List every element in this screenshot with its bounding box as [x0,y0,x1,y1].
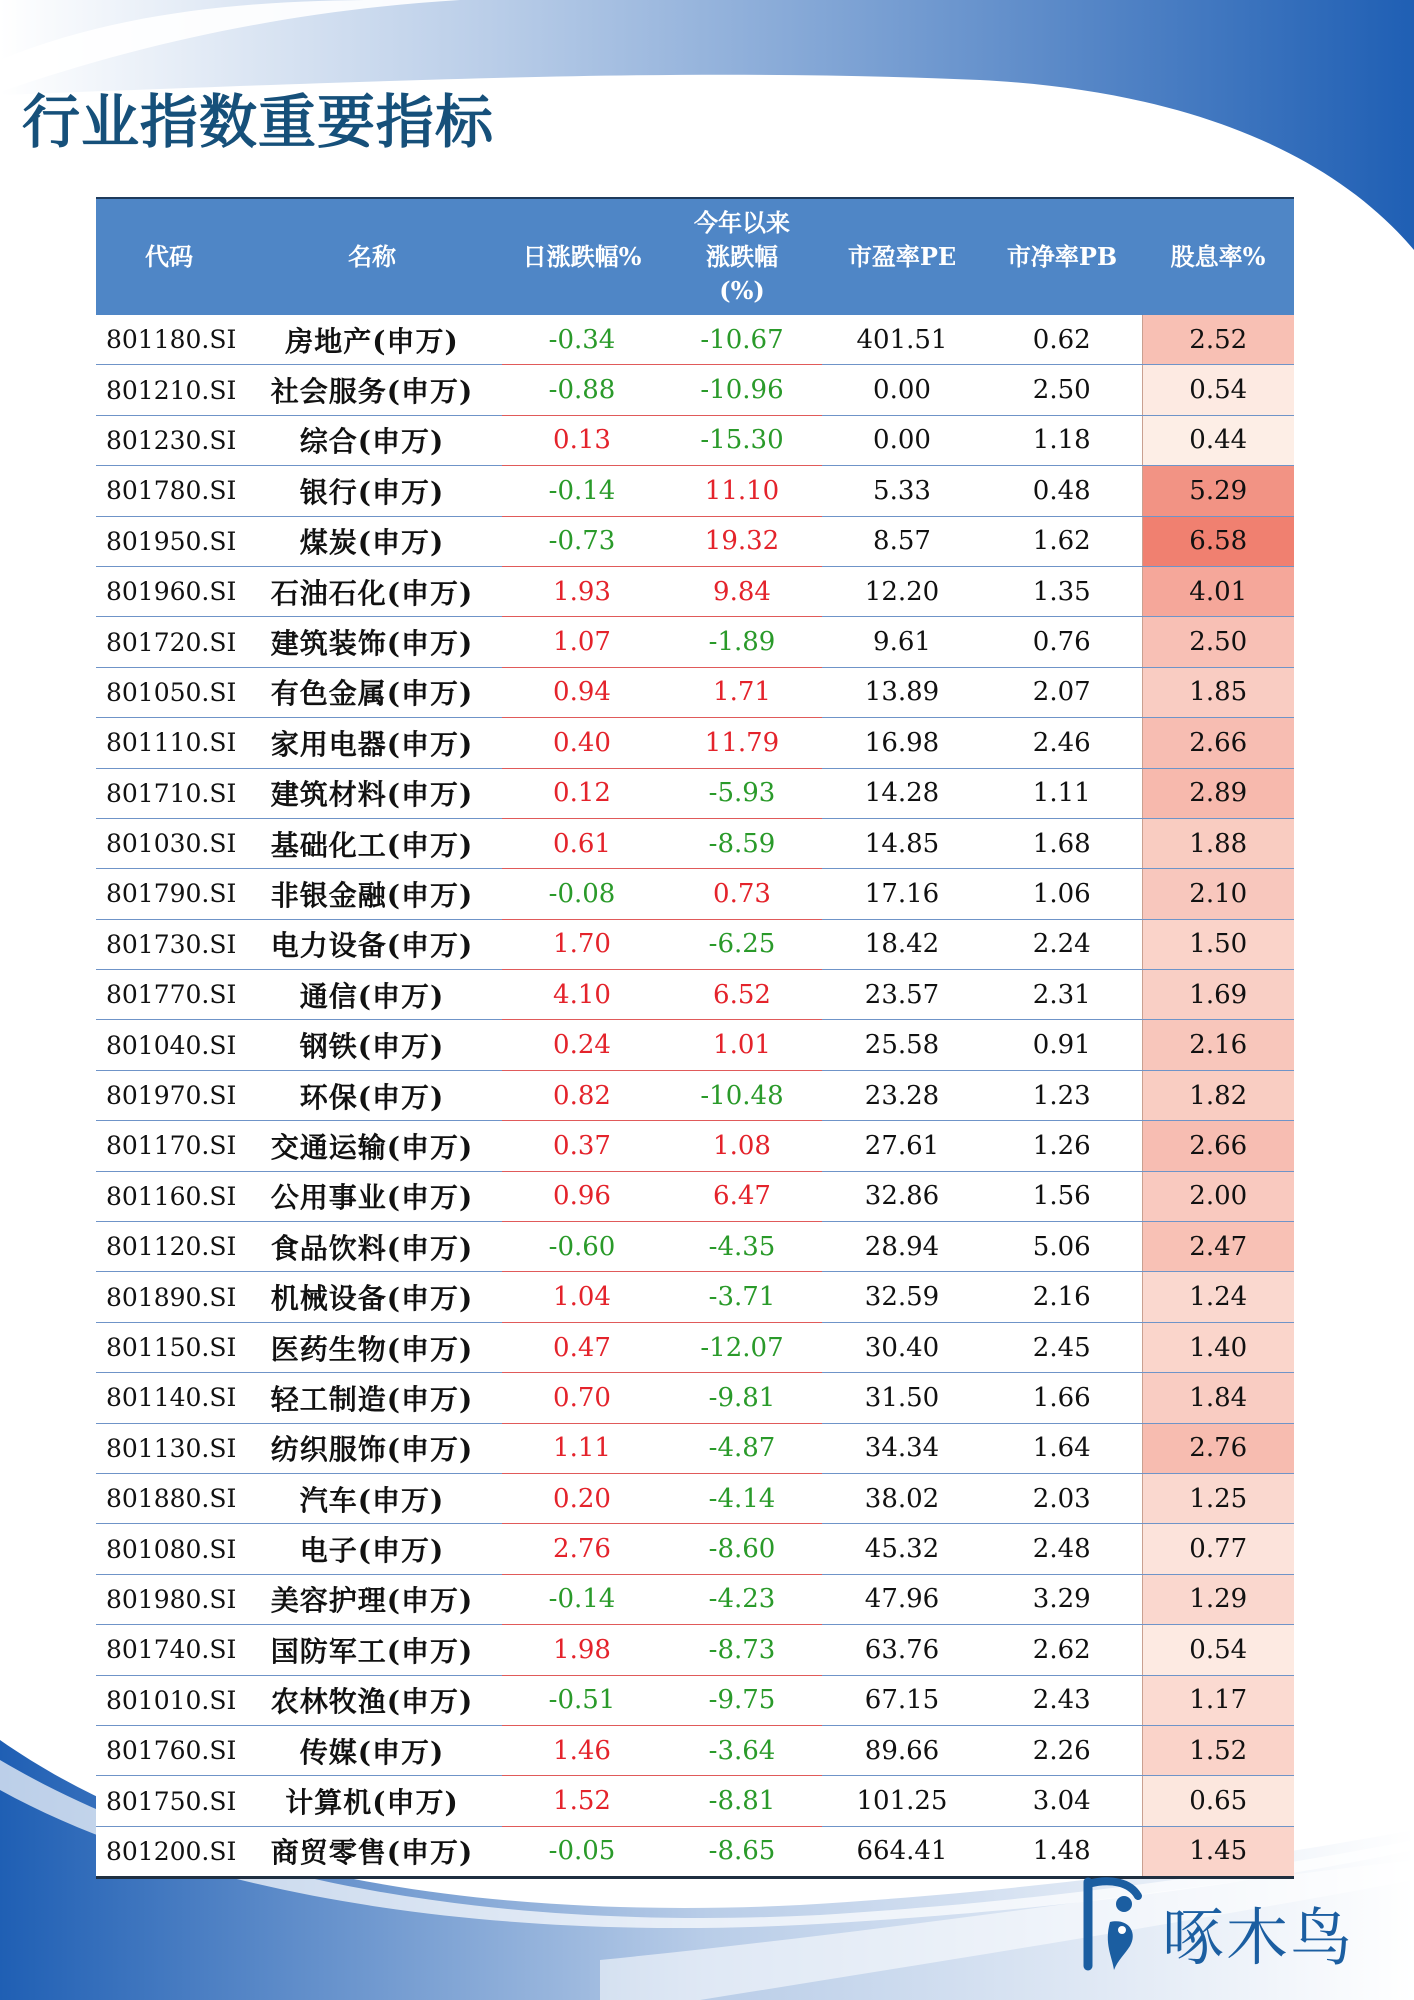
header-dividend-yield[interactable]: 股息率% [1142,199,1294,315]
cell-daily-change: 1.04 [502,1272,662,1322]
cell-pe: 401.51 [822,315,982,365]
cell-daily-change: 0.12 [502,768,662,818]
cell-pb: 1.64 [982,1423,1142,1473]
cell-pe: 25.58 [822,1020,982,1070]
header-ytd-line2: 涨跌幅 [706,242,778,271]
cell-code: 801180.SI [96,315,242,365]
cell-ytd-change: -5.93 [662,768,822,818]
table-row[interactable] [96,1373,1294,1423]
cell-ytd-change: -12.07 [662,1322,822,1372]
page-title: 行业指数重要指标 [22,88,495,156]
cell-daily-change: -0.51 [502,1675,662,1725]
cell-dividend-yield: 1.82 [1142,1070,1294,1120]
cell-pe: 32.86 [822,1171,982,1221]
table-row[interactable] [96,667,1294,717]
cell-daily-change: -0.73 [502,516,662,566]
cell-dividend-yield: 2.16 [1142,1020,1294,1070]
cell-code: 801010.SI [96,1675,242,1725]
cell-code: 801230.SI [96,415,242,465]
cell-name: 交通运输(申万) [242,1121,502,1171]
woodpecker-logo-icon [1080,1874,1150,1974]
cell-name: 房地产(申万) [242,315,502,365]
cell-name: 煤炭(申万) [242,516,502,566]
cell-daily-change: -0.08 [502,869,662,919]
cell-name: 美容护理(申万) [242,1574,502,1624]
header-daily-change[interactable]: 日涨跌幅% [502,199,662,315]
cell-dividend-yield: 1.69 [1142,970,1294,1020]
cell-code: 801050.SI [96,667,242,717]
cell-ytd-change: -9.75 [662,1675,822,1725]
cell-ytd-change: 19.32 [662,516,822,566]
cell-name: 机械设备(申万) [242,1272,502,1322]
cell-pe: 45.32 [822,1524,982,1574]
cell-code: 801730.SI [96,919,242,969]
cell-ytd-change: 6.47 [662,1171,822,1221]
cell-pb: 0.91 [982,1020,1142,1070]
cell-ytd-change: -6.25 [662,919,822,969]
cell-ytd-change: -8.60 [662,1524,822,1574]
cell-pe: 5.33 [822,466,982,516]
cell-ytd-change: -10.67 [662,315,822,365]
cell-pe: 32.59 [822,1272,982,1322]
cell-daily-change: 0.20 [502,1473,662,1523]
cell-pe: 664.41 [822,1826,982,1876]
cell-pb: 1.06 [982,869,1142,919]
cell-name: 国防军工(申万) [242,1625,502,1675]
cell-code: 801040.SI [96,1020,242,1070]
cell-pe: 23.28 [822,1070,982,1120]
cell-pb: 0.62 [982,315,1142,365]
cell-daily-change: 0.61 [502,818,662,868]
cell-pb: 1.11 [982,768,1142,818]
cell-daily-change: 0.47 [502,1322,662,1372]
table-row[interactable] [96,970,1294,1020]
cell-daily-change: -0.14 [502,1574,662,1624]
cell-ytd-change: -8.73 [662,1625,822,1675]
table-row[interactable] [96,1121,1294,1171]
header-ytd-line1: 今年以来 [694,208,790,237]
cell-name: 食品饮料(申万) [242,1222,502,1272]
cell-pb: 2.31 [982,970,1142,1020]
cell-ytd-change: 6.52 [662,970,822,1020]
cell-name: 石油石化(申万) [242,566,502,616]
cell-code: 801200.SI [96,1826,242,1876]
cell-ytd-change: 11.79 [662,718,822,768]
brand-name: 啄木鸟 [1162,1901,1355,1974]
cell-code: 801130.SI [96,1423,242,1473]
table-row[interactable] [96,1826,1294,1876]
cell-name: 建筑材料(申万) [242,768,502,818]
cell-pb: 0.76 [982,617,1142,667]
cell-daily-change: 0.40 [502,718,662,768]
cell-daily-change: 4.10 [502,970,662,1020]
cell-dividend-yield: 2.00 [1142,1171,1294,1221]
cell-code: 801970.SI [96,1070,242,1120]
cell-dividend-yield: 5.29 [1142,466,1294,516]
table-row[interactable] [96,315,1294,365]
cell-pb: 2.62 [982,1625,1142,1675]
cell-daily-change: 0.96 [502,1171,662,1221]
table-row[interactable] [96,1272,1294,1322]
cell-code: 801170.SI [96,1121,242,1171]
cell-daily-change: -0.88 [502,365,662,415]
cell-pe: 13.89 [822,667,982,717]
table-row[interactable] [96,1725,1294,1775]
cell-name: 农林牧渔(申万) [242,1675,502,1725]
cell-ytd-change: -4.14 [662,1473,822,1523]
header-ytd-change[interactable] [662,199,822,315]
table-row[interactable] [96,466,1294,516]
cell-name: 汽车(申万) [242,1473,502,1523]
cell-daily-change: 2.76 [502,1524,662,1574]
cell-code: 801790.SI [96,869,242,919]
cell-pe: 101.25 [822,1776,982,1826]
cell-pb: 1.66 [982,1373,1142,1423]
cell-code: 801740.SI [96,1625,242,1675]
cell-name: 商贸零售(申万) [242,1826,502,1876]
cell-daily-change: 0.82 [502,1070,662,1120]
cell-ytd-change: -9.81 [662,1373,822,1423]
cell-pe: 16.98 [822,718,982,768]
cell-code: 801210.SI [96,365,242,415]
cell-pe: 63.76 [822,1625,982,1675]
cell-dividend-yield: 1.24 [1142,1272,1294,1322]
cell-name: 社会服务(申万) [242,365,502,415]
cell-code: 801080.SI [96,1524,242,1574]
cell-name: 钢铁(申万) [242,1020,502,1070]
cell-pe: 8.57 [822,516,982,566]
header-pb[interactable]: 市净率PB [982,199,1142,315]
cell-daily-change: 1.52 [502,1776,662,1826]
cell-code: 801950.SI [96,516,242,566]
cell-name: 电子(申万) [242,1524,502,1574]
cell-name: 家用电器(申万) [242,718,502,768]
table-row[interactable] [96,1020,1294,1070]
cell-pe: 67.15 [822,1675,982,1725]
cell-daily-change: 0.94 [502,667,662,717]
cell-ytd-change: -3.64 [662,1725,822,1775]
cell-pb: 1.48 [982,1826,1142,1876]
cell-pe: 23.57 [822,970,982,1020]
cell-pb: 5.06 [982,1222,1142,1272]
table-row[interactable] [96,1171,1294,1221]
table-row[interactable] [96,1524,1294,1574]
cell-code: 801140.SI [96,1373,242,1423]
cell-daily-change: 1.70 [502,919,662,969]
cell-code: 801960.SI [96,566,242,616]
cell-daily-change: 0.70 [502,1373,662,1423]
cell-ytd-change: 1.01 [662,1020,822,1070]
cell-pe: 9.61 [822,617,982,667]
cell-pe: 89.66 [822,1725,982,1775]
cell-code: 801160.SI [96,1171,242,1221]
brand-logo [1080,1874,1380,1974]
cell-ytd-change: 1.08 [662,1121,822,1171]
cell-dividend-yield: 0.44 [1142,415,1294,465]
cell-ytd-change: -3.71 [662,1272,822,1322]
cell-pb: 0.48 [982,466,1142,516]
cell-dividend-yield: 1.17 [1142,1675,1294,1725]
cell-pb: 2.24 [982,919,1142,969]
cell-code: 801890.SI [96,1272,242,1322]
cell-code: 801780.SI [96,466,242,516]
cell-pe: 14.85 [822,818,982,868]
cell-code: 801880.SI [96,1473,242,1523]
cell-ytd-change: -4.87 [662,1423,822,1473]
cell-code: 801150.SI [96,1322,242,1372]
cell-pb: 1.35 [982,566,1142,616]
cell-dividend-yield: 6.58 [1142,516,1294,566]
cell-pe: 18.42 [822,919,982,969]
cell-dividend-yield: 1.45 [1142,1826,1294,1876]
cell-pe: 38.02 [822,1473,982,1523]
table-row[interactable] [96,1574,1294,1624]
cell-name: 建筑装饰(申万) [242,617,502,667]
cell-pb: 2.07 [982,667,1142,717]
cell-dividend-yield: 2.66 [1142,718,1294,768]
cell-name: 公用事业(申万) [242,1171,502,1221]
cell-dividend-yield: 1.88 [1142,818,1294,868]
cell-name: 综合(申万) [242,415,502,465]
cell-name: 医药生物(申万) [242,1322,502,1372]
cell-daily-change: 1.93 [502,566,662,616]
table-body [96,315,1294,1876]
cell-dividend-yield: 1.84 [1142,1373,1294,1423]
table-row[interactable] [96,516,1294,566]
industry-index-table [96,197,1294,1879]
cell-dividend-yield: 0.54 [1142,365,1294,415]
table-row[interactable] [96,1675,1294,1725]
cell-ytd-change: 9.84 [662,566,822,616]
cell-dividend-yield: 1.50 [1142,919,1294,969]
cell-pe: 17.16 [822,869,982,919]
cell-dividend-yield: 1.85 [1142,667,1294,717]
cell-ytd-change: -4.23 [662,1574,822,1624]
table-row[interactable] [96,1473,1294,1523]
cell-code: 801110.SI [96,718,242,768]
cell-pb: 1.68 [982,818,1142,868]
cell-pb: 2.50 [982,365,1142,415]
cell-daily-change: 0.24 [502,1020,662,1070]
cell-code: 801980.SI [96,1574,242,1624]
cell-daily-change: 1.11 [502,1423,662,1473]
cell-name: 银行(申万) [242,466,502,516]
table-header-row [96,199,1294,315]
cell-ytd-change: -8.59 [662,818,822,868]
cell-code: 801120.SI [96,1222,242,1272]
cell-pb: 1.23 [982,1070,1142,1120]
cell-dividend-yield: 0.65 [1142,1776,1294,1826]
table-row[interactable] [96,768,1294,818]
cell-pb: 2.03 [982,1473,1142,1523]
cell-pe: 30.40 [822,1322,982,1372]
data-table [96,199,1294,1876]
table-row[interactable] [96,566,1294,616]
cell-dividend-yield: 1.52 [1142,1725,1294,1775]
cell-dividend-yield: 2.52 [1142,315,1294,365]
cell-daily-change: 1.46 [502,1725,662,1775]
table-row[interactable] [96,365,1294,415]
cell-daily-change: 1.98 [502,1625,662,1675]
cell-dividend-yield: 1.29 [1142,1574,1294,1624]
header-pe[interactable]: 市盈率PE [822,199,982,315]
cell-ytd-change: 1.71 [662,667,822,717]
cell-dividend-yield: 2.89 [1142,768,1294,818]
cell-name: 基础化工(申万) [242,818,502,868]
cell-ytd-change: -10.96 [662,365,822,415]
cell-code: 801750.SI [96,1776,242,1826]
header-ytd-line3: (%) [719,276,765,305]
cell-ytd-change: -15.30 [662,415,822,465]
cell-name: 纺织服饰(申万) [242,1423,502,1473]
cell-pe: 47.96 [822,1574,982,1624]
cell-pb: 3.04 [982,1776,1142,1826]
cell-pe: 28.94 [822,1222,982,1272]
cell-dividend-yield: 1.25 [1142,1473,1294,1523]
table-row[interactable] [96,1222,1294,1272]
cell-name: 电力设备(申万) [242,919,502,969]
cell-pb: 1.62 [982,516,1142,566]
table-row[interactable] [96,718,1294,768]
cell-pe: 14.28 [822,768,982,818]
cell-dividend-yield: 2.76 [1142,1423,1294,1473]
cell-pe: 0.00 [822,365,982,415]
cell-daily-change: -0.60 [502,1222,662,1272]
cell-pb: 2.26 [982,1725,1142,1775]
cell-dividend-yield: 2.47 [1142,1222,1294,1272]
cell-pe: 12.20 [822,566,982,616]
cell-pb: 1.18 [982,415,1142,465]
cell-daily-change: 1.07 [502,617,662,667]
cell-name: 有色金属(申万) [242,667,502,717]
table-row[interactable] [96,1776,1294,1826]
cell-daily-change: 0.13 [502,415,662,465]
table-row[interactable] [96,869,1294,919]
cell-pb: 2.16 [982,1272,1142,1322]
table-row[interactable] [96,1322,1294,1372]
cell-code: 801720.SI [96,617,242,667]
cell-daily-change: -0.14 [502,466,662,516]
cell-pb: 2.48 [982,1524,1142,1574]
cell-code: 801770.SI [96,970,242,1020]
cell-pe: 27.61 [822,1121,982,1171]
cell-dividend-yield: 0.77 [1142,1524,1294,1574]
cell-ytd-change: -1.89 [662,617,822,667]
cell-ytd-change: 11.10 [662,466,822,516]
cell-dividend-yield: 4.01 [1142,566,1294,616]
cell-pb: 2.43 [982,1675,1142,1725]
table-row[interactable] [96,919,1294,969]
cell-dividend-yield: 1.40 [1142,1322,1294,1372]
cell-code: 801710.SI [96,768,242,818]
cell-dividend-yield: 2.50 [1142,617,1294,667]
cell-ytd-change: -8.65 [662,1826,822,1876]
cell-pb: 2.45 [982,1322,1142,1372]
cell-dividend-yield: 2.66 [1142,1121,1294,1171]
cell-name: 环保(申万) [242,1070,502,1120]
cell-pb: 3.29 [982,1574,1142,1624]
cell-name: 非银金融(申万) [242,869,502,919]
table-row[interactable] [96,818,1294,868]
cell-pe: 34.34 [822,1423,982,1473]
cell-daily-change: 0.37 [502,1121,662,1171]
header-name[interactable]: 名称 [242,199,502,315]
table-row[interactable] [96,617,1294,667]
table-row[interactable] [96,1070,1294,1120]
cell-name: 传媒(申万) [242,1725,502,1775]
cell-name: 计算机(申万) [242,1776,502,1826]
cell-code: 801760.SI [96,1725,242,1775]
cell-ytd-change: -4.35 [662,1222,822,1272]
cell-pb: 2.46 [982,718,1142,768]
cell-pb: 1.56 [982,1171,1142,1221]
cell-dividend-yield: 0.54 [1142,1625,1294,1675]
cell-daily-change: -0.05 [502,1826,662,1876]
cell-ytd-change: -10.48 [662,1070,822,1120]
cell-ytd-change: 0.73 [662,869,822,919]
cell-pe: 0.00 [822,415,982,465]
table-row[interactable] [96,1625,1294,1675]
table-row[interactable] [96,1423,1294,1473]
cell-name: 轻工制造(申万) [242,1373,502,1423]
cell-pb: 1.26 [982,1121,1142,1171]
cell-code: 801030.SI [96,818,242,868]
cell-name: 通信(申万) [242,970,502,1020]
cell-pe: 31.50 [822,1373,982,1423]
cell-ytd-change: -8.81 [662,1776,822,1826]
cell-dividend-yield: 2.10 [1142,869,1294,919]
header-code[interactable]: 代码 [96,199,242,315]
cell-daily-change: -0.34 [502,315,662,365]
table-row[interactable] [96,415,1294,465]
